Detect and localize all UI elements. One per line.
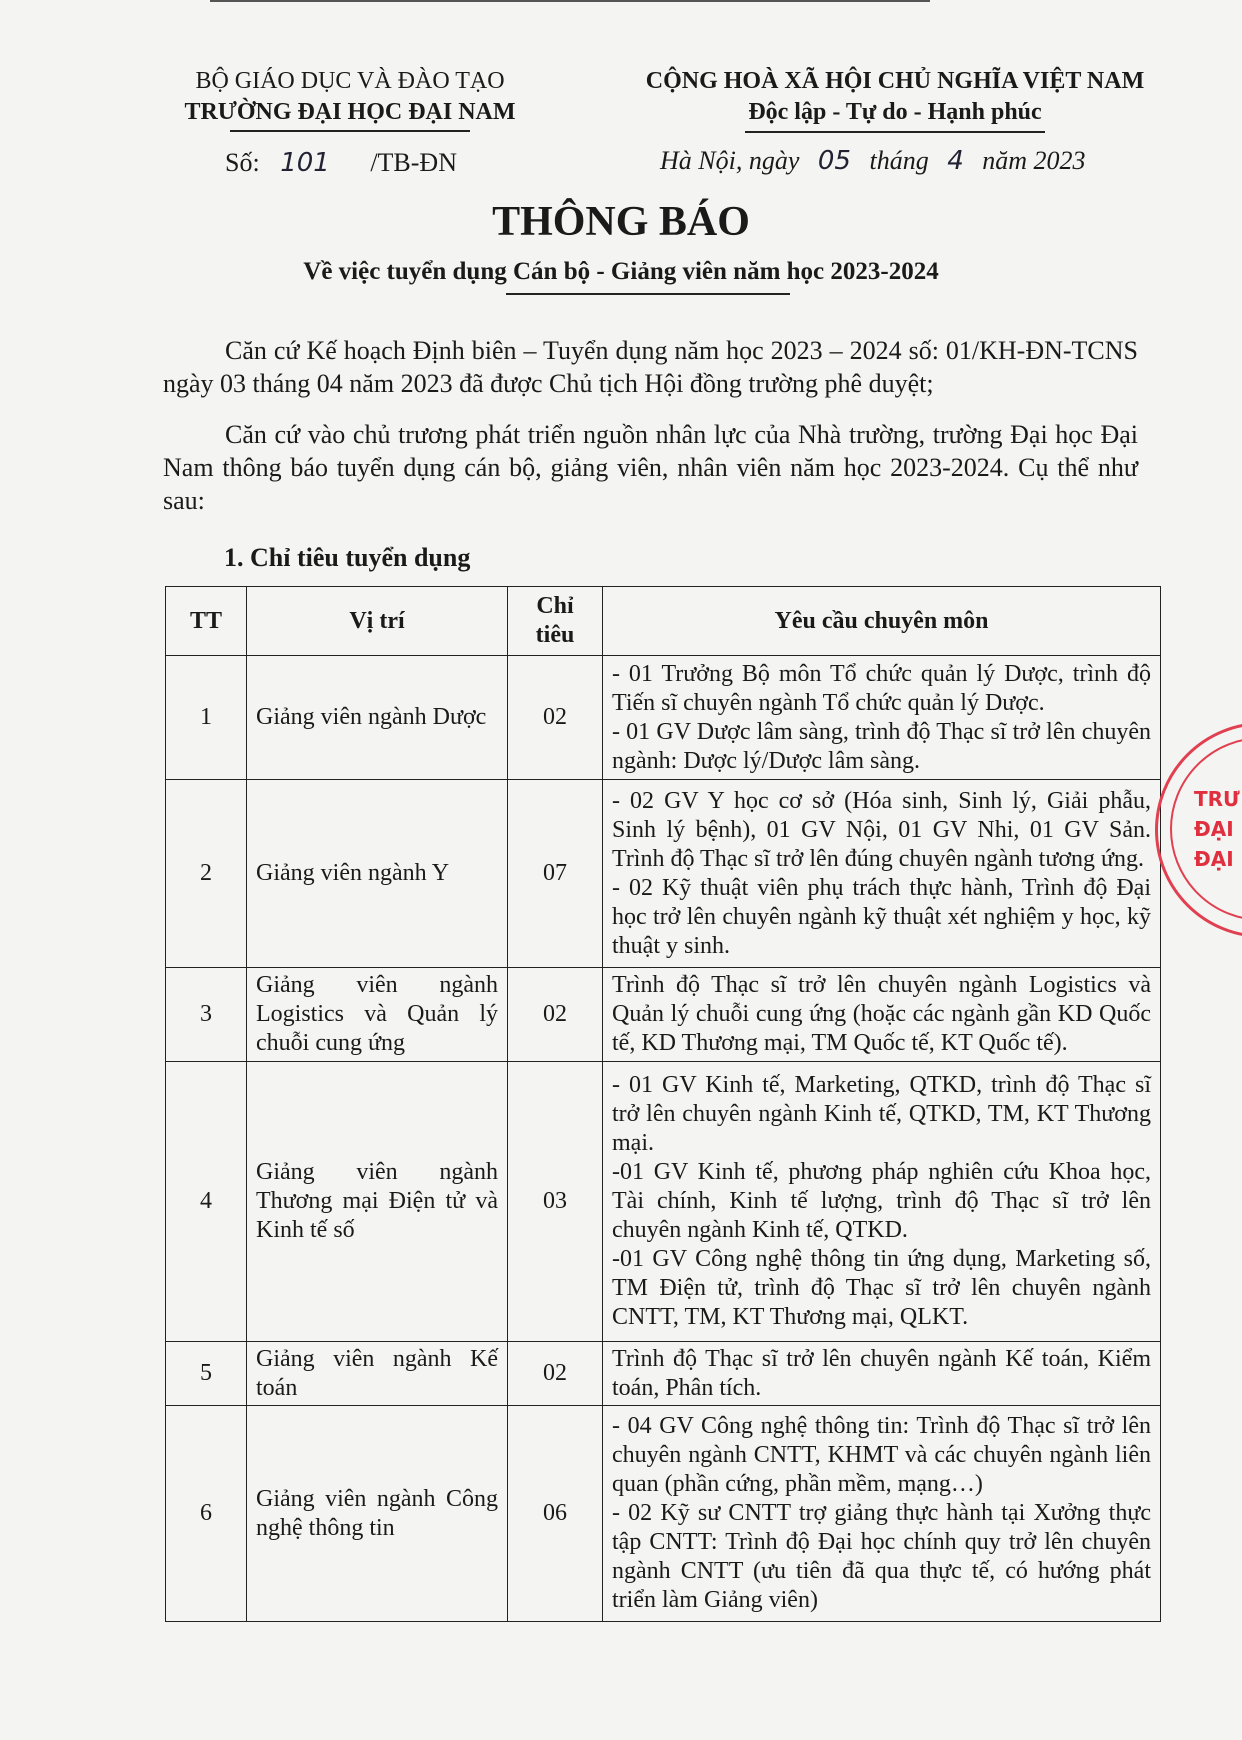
row-quota: 02 [508,656,603,780]
issuer-underline [230,130,470,132]
row-requirements [603,1342,1161,1406]
header-requirements: Yêu cầu chuyên môn [603,587,1161,656]
row-quota: 02 [508,1342,603,1406]
row-tt: 1 [166,656,247,780]
paragraph-1-text: Căn cứ Kế hoạch Định biên – Tuyển dụng năm học 2023 – 2024 số: 01/KH-ĐN-TCNS ngày 03 tháng 04 năm 2023 đã được Chủ tịch Hội đồng trường phê duyệt; [163,336,1138,398]
row-requirements [603,656,1161,780]
row-quota: 07 [508,780,603,968]
row-tt: 3 [166,968,247,1062]
date-day: 05 [817,146,851,176]
ministry-name: BỘ GIÁO DỤC VÀ ĐÀO TẠO [195,68,505,94]
date-year: năm 2023 [982,146,1086,175]
national-header [600,66,1190,133]
requirement-line: -01 GV Công nghệ thông tin ứng dụng, Marketing số, TM Điện tử, trình độ Thạc sĩ trở lên chuyên ngành CNTT, TM, KT Thương mại, QLKT. [612,1246,1151,1330]
header-tt: TT [166,587,247,656]
document-number [225,148,457,178]
table-row [166,780,1161,968]
republic-name: CỘNG HOÀ XÃ HỘI CHỦ NGHĨA VIỆT NAM [645,68,1145,94]
requirement-line: -01 GV Kinh tế, phương pháp nghiên cứu Khoa học, Tài chính, Kinh tế lượng, trình độ Thạc sĩ trở lên chuyên ngành Kinh tế, QTKD. [612,1159,1151,1243]
requirement-line: - 01 GV Kinh tế, Marketing, QTKD, trình độ Thạc sĩ trở lên chuyên ngành Kinh tế, QTKD, TM, KT Thương mại. [612,1072,1151,1156]
row-position: Giảng viên ngành Kế toán [247,1342,508,1406]
row-position: Giảng viên ngành Công nghệ thông tin [247,1406,508,1622]
document-title: THÔNG BÁO [492,199,750,245]
requirement-line: - 01 GV Dược lâm sàng, trình độ Thạc sĩ trở lên chuyên ngành: Dược lý/Dược lâm sàng. [612,718,1151,774]
date-month-label: tháng [869,146,929,175]
requirement-line: - 02 Kỹ thuật viên phụ trách thực hành, Trình độ Đại học trở lên chuyên ngành kỹ thuật xét nghiệm y học, kỹ thuật y sinh. [612,874,1151,959]
table-row [166,968,1161,1062]
row-quota: 03 [508,1062,603,1342]
seal-text: ĐẠI [1194,847,1234,871]
row-position: Giảng viên ngành Logistics và Quản lý chuỗi cung ứng [247,968,508,1062]
requirement-line: - 01 Trưởng Bộ môn Tổ chức quản lý Dược, trình độ Tiến sĩ chuyên ngành Tổ chức quản lý Dược. [612,660,1151,716]
subtitle-underline [506,293,790,295]
table-row [166,1406,1161,1622]
so-number: 101 [280,148,330,178]
row-requirements [603,1406,1161,1622]
header-position: Vị trí [247,587,508,656]
requirement-line: Trình độ Thạc sĩ trở lên chuyên ngành Kế toán, Kiểm toán, Phân tích. [612,1345,1151,1401]
table-row [166,656,1161,780]
row-position: Giảng viên ngành Y [247,780,508,968]
recruitment-table [165,586,1161,1622]
table-row [166,1342,1161,1406]
issuer-header [150,66,550,132]
row-requirements [603,968,1161,1062]
date-prefix: Hà Nội, ngày [660,146,800,175]
paragraph-1 [163,334,1138,400]
so-suffix: /TB-ĐN [370,148,457,177]
table-row [166,1062,1161,1342]
row-quota: 06 [508,1406,603,1622]
document-subtitle: Về việc tuyển dụng Cán bộ - Giảng viên năm học 2023-2024 [303,258,939,285]
row-tt: 6 [166,1406,247,1622]
row-requirements [603,780,1161,968]
table-header-row [166,587,1161,656]
row-requirements [603,1062,1161,1342]
requirement-line: - 02 GV Y học cơ sở (Hóa sinh, Sinh lý, Giải phẫu, Sinh lý bệnh), 01 GV Nội, 01 GV Nhi, 01 GV Sản. Trình độ Thạc sĩ trở lên đúng chuyên ngành tương ứng. [612,787,1151,872]
requirement-line: - 02 Kỹ sư CNTT trợ giảng thực hành tại Xưởng thực tập CNTT: Trình độ Đại học chính quy trở lên chuyên ngành CNTT (ưu tiên đã qua thực tế, có hướng phát triển làm Giảng viên) [612,1500,1151,1613]
row-tt: 5 [166,1342,247,1406]
official-seal [1155,722,1242,938]
row-position: Giảng viên ngành Thương mại Điện tử và Kinh tế số [247,1062,508,1342]
row-position: Giảng viên ngành Dược [247,656,508,780]
paragraph-2-text: Căn cứ vào chủ trương phát triển nguồn nhân lực của Nhà trường, trường Đại học Đại Nam thông báo tuyển dụng cán bộ, giảng viên, nhân viên năm học 2023-2024. Cụ thể như sau: [163,420,1138,515]
requirement-line: Trình độ Thạc sĩ trở lên chuyên ngành Logistics và Quản lý chuỗi cung ứng (hoặc các ngành gần KD Quốc tế, KD Thương mại, TM Quốc tế, KT Quốc tế). [612,972,1151,1056]
issue-date [660,146,1086,176]
row-tt: 2 [166,780,247,968]
seal-text: TRƯ [1194,787,1240,811]
seal-text: ĐẠI [1194,817,1234,841]
section-heading: 1. Chỉ tiêu tuyển dụng [224,543,471,572]
date-month: 4 [947,146,964,176]
school-name: TRƯỜNG ĐẠI HỌC ĐẠI NAM [184,99,516,125]
header-quota: Chỉ tiêu [508,587,603,656]
row-tt: 4 [166,1062,247,1342]
motto-underline [745,131,1045,133]
requirement-line: - 04 GV Công nghệ thông tin: Trình độ Thạc sĩ trở lên chuyên ngành CNTT, KHMT và các chuyên ngành liên quan (phần cứng, phần mềm, mạng…) [612,1413,1151,1497]
national-motto: Độc lập - Tự do - Hạnh phúc [748,99,1042,125]
row-quota: 02 [508,968,603,1062]
paragraph-2 [163,418,1138,517]
so-label: Số: [225,148,260,177]
top-rule [210,0,930,2]
